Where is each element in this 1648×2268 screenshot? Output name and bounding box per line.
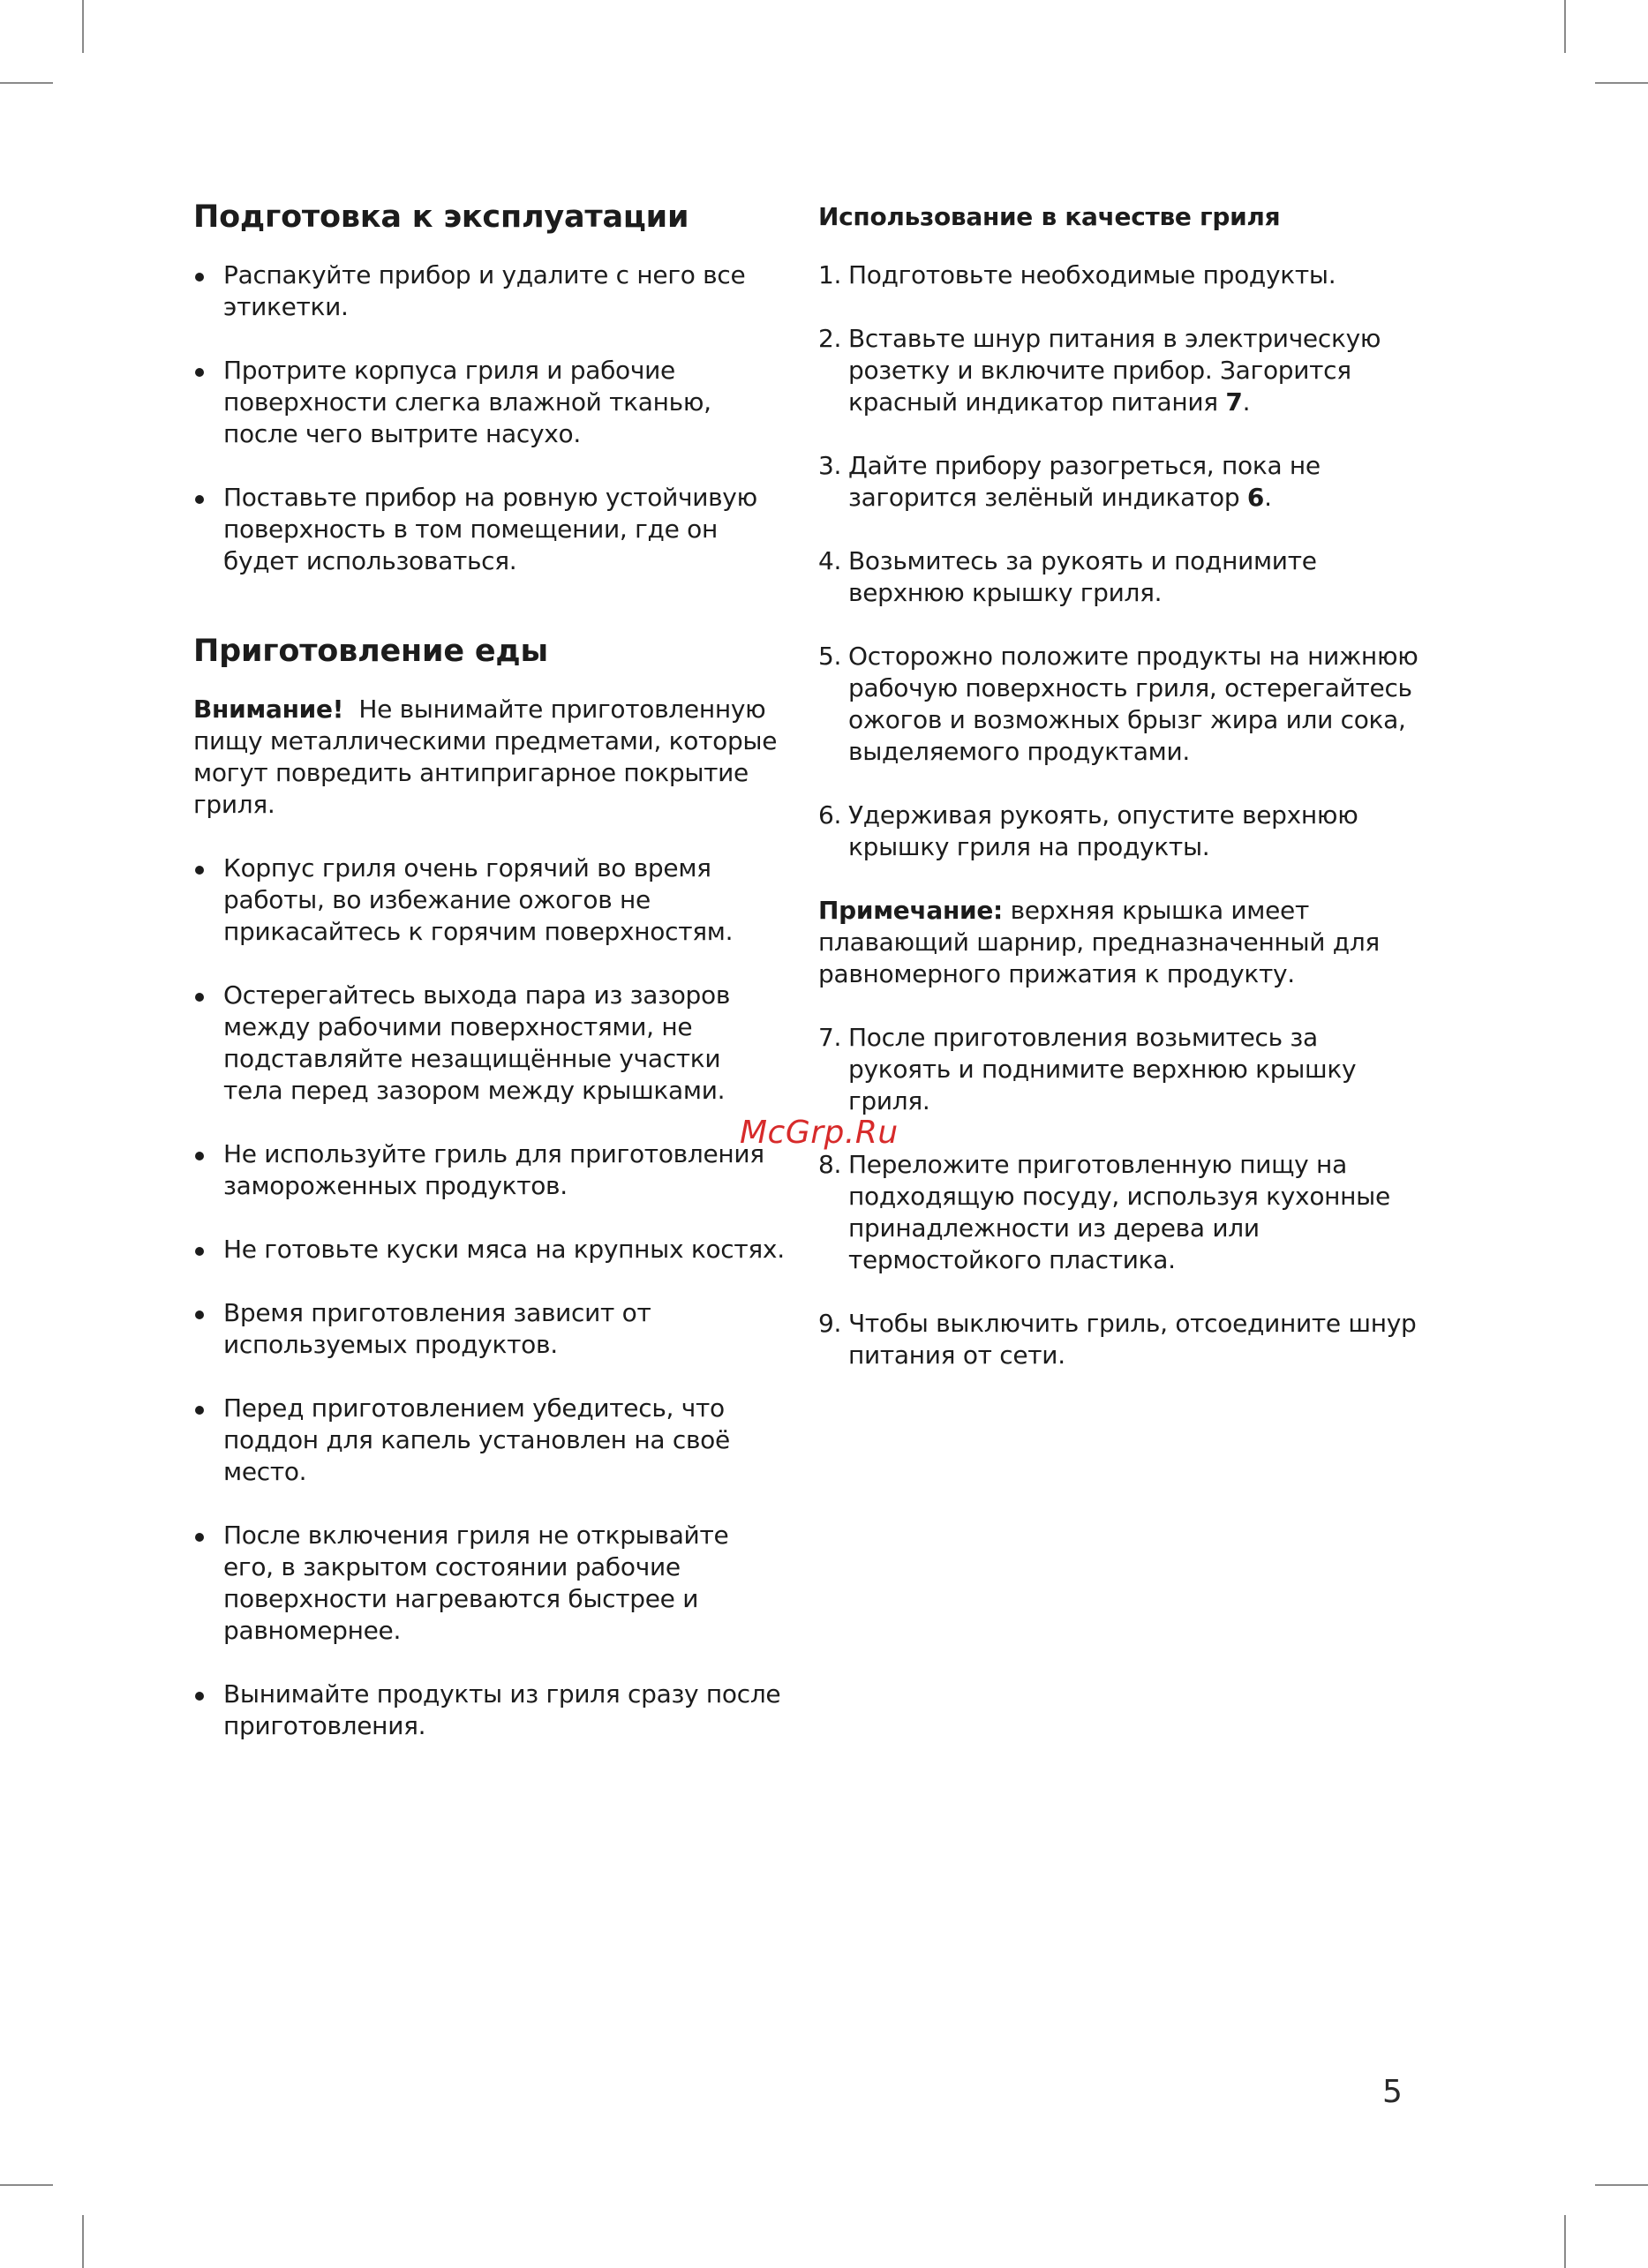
list-item: Протрите корпуса гриля и рабочие поверхности слегка влажной тканью, после чего вытрите насухо. xyxy=(193,355,785,450)
list-item: Поставьте прибор на ровную устойчивую поверхность в том помещении, где он будет использоваться. xyxy=(193,482,785,577)
page-number: 5 xyxy=(1382,2074,1403,2110)
crop-mark-top-right-vertical xyxy=(1564,0,1566,53)
list-item: Не используйте гриль для приготовления замороженных продуктов. xyxy=(193,1138,785,1202)
step-item: 6. Удерживая рукоять, опустите верхнюю крышку гриля на продукты. xyxy=(818,800,1358,861)
bullet-icon xyxy=(195,368,204,377)
bullet-icon xyxy=(195,495,204,504)
steps-list-a xyxy=(818,259,1418,863)
indicator-number: 7 xyxy=(1225,387,1243,417)
bullet-icon xyxy=(195,1152,204,1160)
bullet-icon xyxy=(195,1310,204,1319)
watermark: McGrp.Ru xyxy=(740,1115,899,1151)
crop-mark-top-left-horizontal xyxy=(0,82,53,84)
steps-list-b xyxy=(818,1022,1418,1371)
crop-mark-bottom-left-vertical xyxy=(82,2215,84,2268)
right-column xyxy=(818,198,1418,1403)
bullet-icon xyxy=(195,1692,204,1701)
step-item: 2. Вставьте шнур питания в электрическую розетку и включите прибор. Загорится красный индикатор питания 7. xyxy=(818,324,1381,417)
list-item: Не готовьте куски мяса на крупных костях. xyxy=(193,1234,785,1265)
bullet-icon xyxy=(195,273,204,282)
step-item: 7. После приготовления возьмитесь за рукоять и поднимите верхнюю крышку гриля. xyxy=(818,1023,1357,1115)
prep-title: Подготовка к эксплуатации xyxy=(193,199,689,235)
list-item: Вынимайте продукты из гриля сразу после приготовления. xyxy=(193,1678,785,1742)
list-item: Время приготовления зависит от используемых продуктов. xyxy=(193,1297,785,1361)
prep-list xyxy=(193,259,785,577)
grill-usage-title: Использование в качестве гриля xyxy=(818,202,1281,231)
crop-mark-bottom-right-vertical xyxy=(1564,2215,1566,2268)
warning-label: Внимание! xyxy=(193,695,344,724)
indicator-number: 6 xyxy=(1246,483,1265,512)
crop-mark-top-right-horizontal xyxy=(1595,82,1648,84)
step-item: 9. Чтобы выключить гриль, отсоедините шнур питания от сети. xyxy=(818,1309,1417,1370)
list-item: После включения гриля не открывайте его, в закрытом состоянии рабочие поверхности нагреваются быстрее и равномернее. xyxy=(193,1520,785,1647)
bullet-icon xyxy=(195,1533,204,1542)
warning-paragraph xyxy=(193,694,785,821)
bullet-icon xyxy=(195,1406,204,1415)
step-item: 8. Переложите приготовленную пищу на подходящую посуду, используя кухонные принадлежности из дерева или термостойкого пластика. xyxy=(818,1150,1390,1274)
list-item: Корпус гриля очень горячий во время работы, во избежание ожогов не прикасайтесь к горячим поверхностям. xyxy=(193,852,785,948)
bullet-icon xyxy=(195,1247,204,1256)
note-text: верхняя крышка имеет плавающий шарнир, предназначенный для равномерного прижатия к продукту. xyxy=(818,896,1380,988)
note-label: Примечание: xyxy=(818,896,1003,925)
cooking-list xyxy=(193,852,785,1742)
cooking-title: Приготовление еды xyxy=(193,634,548,669)
crop-mark-bottom-right-horizontal xyxy=(1595,2184,1648,2186)
bullet-icon xyxy=(195,993,204,1002)
list-item: Распакуйте прибор и удалите с него все этикетки. xyxy=(193,259,785,323)
warning-text: Не вынимайте приготовленную пищу металлическими предметами, которые могут повредить антипригарное покрытие гриля. xyxy=(193,695,778,819)
crop-mark-bottom-left-horizontal xyxy=(0,2184,53,2186)
step-item: 1. Подготовьте необходимые продукты. xyxy=(818,260,1336,289)
left-column xyxy=(193,198,785,1742)
step-item: 5. Осторожно положите продукты на нижнюю рабочую поверхность гриля, остерегайтесь ожогов и возможных брызг жира или сока, выделяемого продуктами. xyxy=(818,642,1418,766)
step-item: 4. Возьмитесь за рукоять и поднимите верхнюю крышку гриля. xyxy=(818,546,1317,607)
list-item: Остерегайтесь выхода пара из зазоров между рабочими поверхностями, не подставляйте незащищённые участки тела перед зазором между крышками. xyxy=(193,980,785,1107)
bullet-icon xyxy=(195,866,204,875)
step-item: 3. Дайте прибору разогреться, пока не загорится зелёный индикатор 6. xyxy=(818,451,1321,512)
list-item: Перед приготовлением убедитесь, что поддон для капель установлен на своё место. xyxy=(193,1393,785,1488)
crop-mark-top-left-vertical xyxy=(82,0,84,53)
note-paragraph xyxy=(818,895,1418,990)
